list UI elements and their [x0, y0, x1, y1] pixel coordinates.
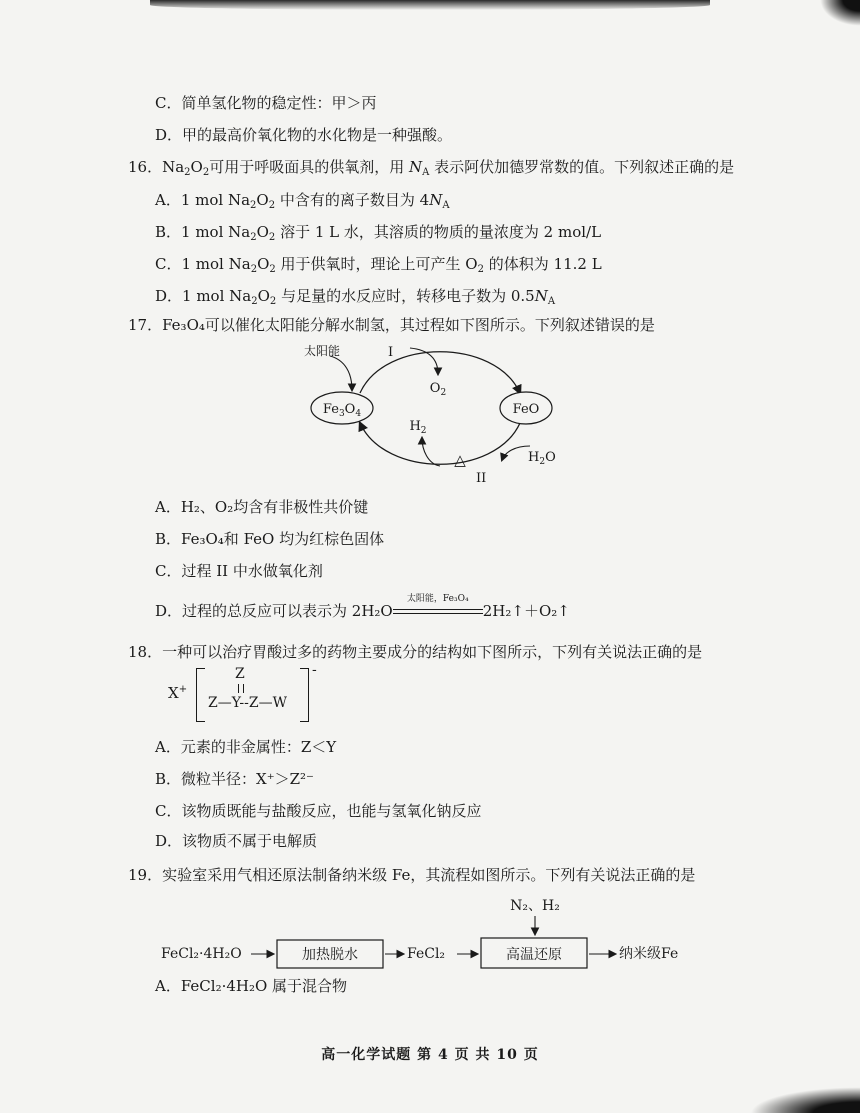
- reaction-condition: 太阳能，Fe₃O₄: [406, 594, 469, 604]
- q19-flow-diagram: [155, 892, 715, 972]
- q16-option-c: C．1 mol $Na_2O_2$ 用于供氧时，理论上可产生 $O_2$ 的体积为 11.2 L: [155, 255, 602, 275]
- fe3o4-node: [311, 392, 373, 424]
- scan-shadow-corner: [820, 0, 860, 26]
- h2-label: $H_2$: [409, 419, 427, 436]
- bracket-left: [196, 668, 205, 722]
- q15-option-d: D．甲的最高价氧化物的水化物是一种强酸。: [155, 126, 453, 144]
- solar-arrow: [330, 356, 352, 390]
- q16-option-a: A．1 mol $Na_2O_2$ 中含有的离子数目为 $4N_A$: [155, 191, 450, 211]
- q18-stem: 18．一种可以治疗胃酸过多的药物主要成分的结构如下图所示，下列有关说法正确的是: [128, 643, 703, 661]
- q17-option-d: D．过程的总反应可以表示为 2H₂O 太阳能，Fe₃O₄ 2H₂↑＋O₂↑: [155, 600, 570, 621]
- q17-stem: 17．Fe₃O₄可以催化太阳能分解水制氢，其过程如下图所示。下列叙述错误的是: [128, 316, 655, 334]
- fe3o4-label: $Fe_3O_4$: [322, 402, 362, 419]
- scan-shadow-corner-bottom: [750, 1087, 860, 1113]
- step-reduce: 高温还原: [506, 947, 562, 963]
- q19-option-a: A．FeCl₂·4H₂O 属于混合物: [155, 977, 348, 995]
- q18-option-c: C．该物质既能与盐酸反应，也能与氢氧化钠反应: [155, 802, 482, 820]
- step-dehydrate: 加热脱水: [302, 947, 358, 963]
- q17-cycle-diagram: [290, 338, 590, 488]
- q15-option-c: C．简单氢化物的稳定性：甲＞丙: [155, 94, 377, 112]
- q18-structure: [168, 662, 338, 726]
- scan-shadow-top: [150, 0, 710, 10]
- reaction-condition-arrow: [393, 594, 483, 619]
- anion-charge: -: [312, 662, 317, 678]
- feo-label: FeO: [512, 402, 540, 417]
- flow-gases: N₂、H₂: [510, 898, 560, 914]
- q16-option-b: B．1 mol $Na_2O_2$ 溶于 1 L 水，其溶质的物质的量浓度为 2 mol/L: [155, 223, 602, 243]
- h2-arrow: [422, 438, 440, 466]
- h2o-label: $H_2O$: [528, 450, 556, 467]
- q18-option-d: D．该物质不属于电解质: [155, 832, 318, 850]
- flow-mid: FeCl₂: [407, 946, 446, 962]
- cation-symbol: X+: [168, 684, 188, 702]
- flow-product: 纳米级Fe: [619, 946, 679, 962]
- solar-label: 太阳能: [304, 344, 341, 358]
- structure-top-atom: Z: [235, 666, 245, 682]
- structure-row: Z—Y--Z—W: [208, 695, 288, 711]
- cycle-arc-bottom: [360, 423, 520, 464]
- step-2-label: II: [476, 471, 487, 486]
- q17-option-c: C．过程 II 中水做氧化剂: [155, 562, 323, 580]
- step-1-label: I: [388, 345, 394, 360]
- o2-label: $O_2$: [429, 381, 447, 398]
- h2o-arrow: [502, 446, 530, 460]
- heat-symbol: △: [454, 451, 466, 469]
- page-footer: 高一化学试题 第 4 页 共 10 页: [321, 1047, 539, 1063]
- q19-stem: 19．实验室采用气相还原法制备纳米级 Fe，其流程如图所示。下列有关说法正确的是: [128, 866, 696, 884]
- q18-option-b: B．微粒半径：X⁺＞Z²⁻: [155, 770, 314, 788]
- q16-stem: 16．$Na_2O_2$可用于呼吸面具的供氧剂，用 $N_A$ 表示阿伏加德罗常数的值。下列叙述正确的是: [128, 158, 735, 178]
- q17-option-b: B．Fe₃O₄和 FeO 均为红棕色固体: [155, 530, 385, 548]
- flow-start: FeCl₂·4H₂O: [161, 946, 242, 962]
- double-bond: [238, 684, 244, 693]
- q18-option-a: A．元素的非金属性：Z＜Y: [155, 738, 337, 756]
- q16-option-d: D．1 mol $Na_2O_2$ 与足量的水反应时，转移电子数为 $0.5N_A$: [155, 287, 556, 307]
- bracket-right: [300, 668, 309, 722]
- q17-option-a: A．H₂、O₂均含有非极性共价键: [155, 498, 369, 516]
